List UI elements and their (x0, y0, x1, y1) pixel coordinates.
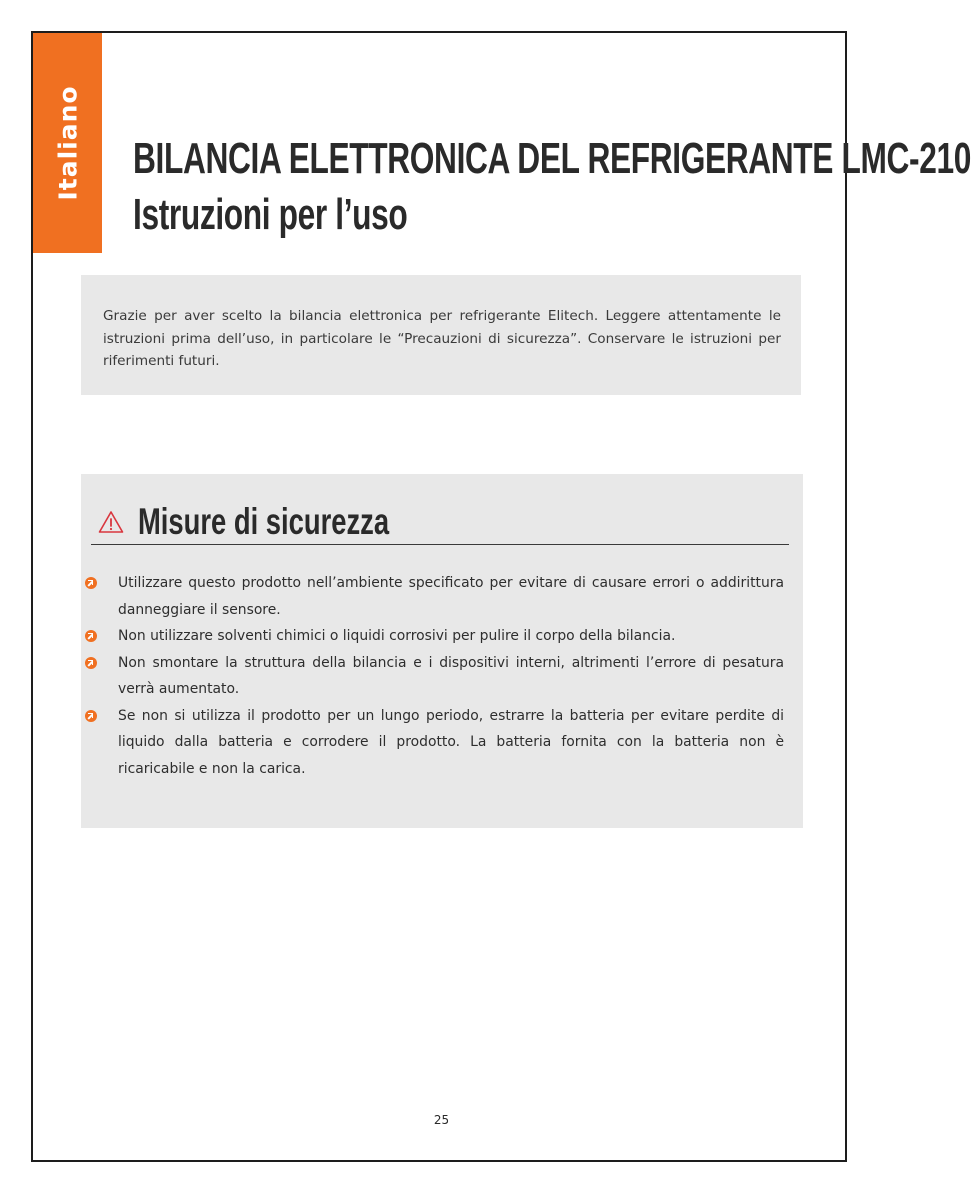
safety-list (81, 570, 803, 782)
page-title: BILANCIA ELETTRONICA DEL REFRIGERANTE LMC-210 (133, 134, 971, 183)
safety-list-item (81, 650, 803, 703)
safety-list-item (81, 570, 803, 623)
warning-triangle-icon (98, 510, 124, 534)
page-number: 25 (433, 1113, 450, 1127)
intro-panel (81, 275, 801, 395)
language-tab (33, 33, 102, 253)
intro-text: Grazie per aver scelto la bilancia elettronica per refrigerante Elitech. Leggere attentamente le istruzioni prima dell’uso, in particolare le “Precauzioni di sicurezza”. Conservare le istruzioni per riferimenti futuri. (103, 308, 781, 369)
safety-list-item (81, 703, 803, 783)
safety-heading (98, 500, 477, 544)
safety-item-text: Utilizzare questo prodotto nell’ambiente specificato per evitare di causare errori o addirittura danneggiare il sensore. (118, 575, 784, 618)
safety-panel (81, 474, 803, 828)
page-subtitle: Istruzioni per l’uso (133, 190, 408, 239)
arrow-bullet-icon (85, 657, 97, 669)
safety-item-text: Non smontare la struttura della bilancia e i dispositivi interni, altrimenti l’errore di pesatura verrà aumentato. (118, 654, 784, 697)
arrow-bullet-icon (85, 710, 97, 722)
heading-divider (91, 544, 789, 545)
safety-item-text: Se non si utilizza il prodotto per un lungo periodo, estrarre la batteria per evitare perdite di liquido dalla batteria e corrodere il prodotto. La batteria fornita con la batteria non è ricaricabile e non la carica. (118, 707, 784, 777)
safety-item-text: Non utilizzare solventi chimici o liquidi corrosivi per pulire il corpo della bilancia. (118, 628, 676, 644)
language-tab-label: Italiano (53, 85, 82, 201)
arrow-bullet-icon (85, 630, 97, 642)
safety-title: Misure di sicurezza (138, 501, 390, 542)
safety-list-item (81, 623, 803, 650)
arrow-bullet-icon (85, 577, 97, 589)
